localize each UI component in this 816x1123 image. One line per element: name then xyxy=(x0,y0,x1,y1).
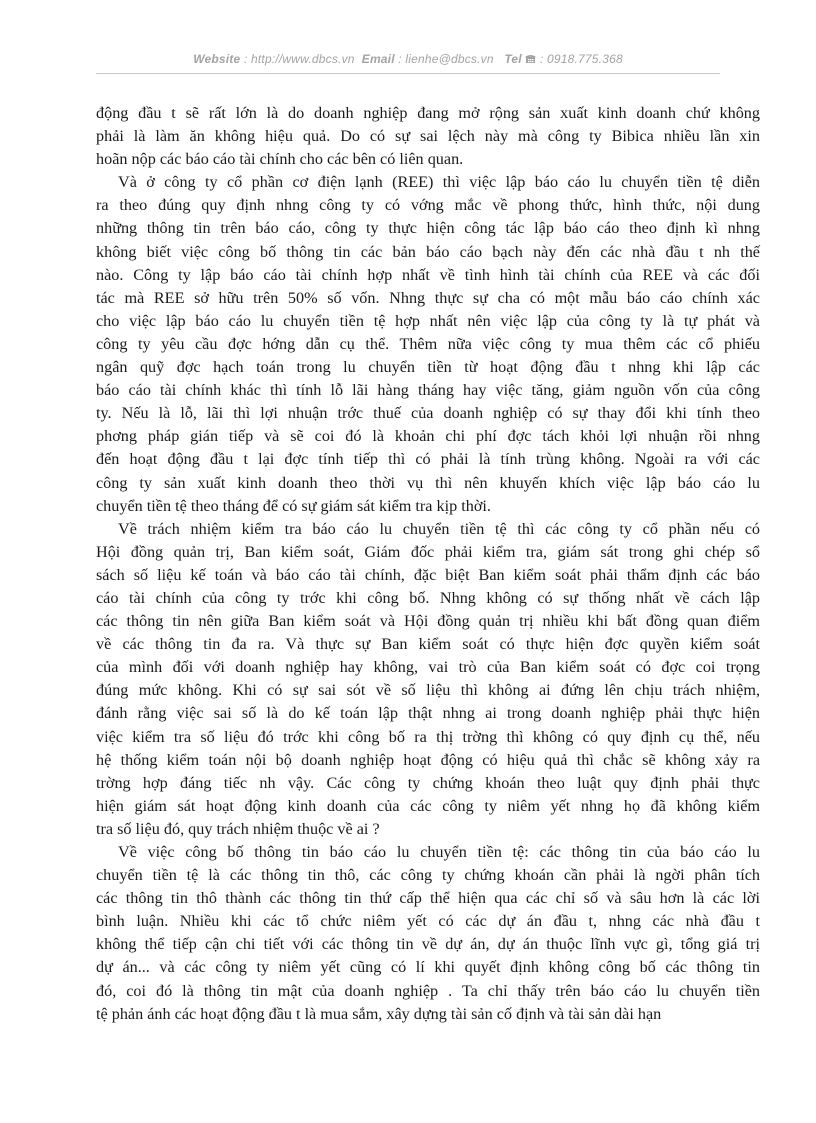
text-line: phải là làm ăn không hiệu quả. Do có sự sai lệch này mà công ty Bibica nhiều lần xin xyxy=(96,127,760,146)
paragraph xyxy=(96,841,760,1026)
text-line: Và ở công ty cổ phần cơ điện lạnh (REE) thì việc lập báo cáo lu chuyển tiền tệ diễn xyxy=(118,173,760,192)
text-line: hệ thống kiểm toán nội bộ doanh nghiệp hoạt động có hiệu quả thì chắc sẽ không xảy ra xyxy=(96,750,760,769)
text-line: công ty yêu cầu đợc hớng dẫn cụ thể. Thêm nữa việc công ty mua thêm các cổ phiếu xyxy=(96,334,760,353)
text-line: dự án... và các công ty niêm yết cũng có lí khi quyết định không công bố các thông tin xyxy=(96,958,760,977)
text-line: đúng mức không. Khi có sự sai sót về số liệu thì không ai đứng lên chịu trách nhiệm, xyxy=(96,681,760,700)
text-line: của mình đối với doanh nghiệp hay không, vai trò của Ban kiểm soát có đợc coi trọng xyxy=(96,658,760,677)
text-line: bình luận. Nhiều khi các tổ chức niêm yết có các dự án đầu t, nhng các nhà đầu t xyxy=(96,912,760,931)
phone-icon xyxy=(525,53,536,67)
text-line: động đầu t sẽ rất lớn là do doanh nghiệp đang mở rộng sản xuất kinh doanh chứ không xyxy=(96,104,760,122)
website-value[interactable]: : http://www.dbcs.vn xyxy=(243,52,355,66)
text-line: không biết việc công bố thông tin các bản báo cáo bạch này đến các nhà đầu t nh thế xyxy=(96,242,760,261)
text-line: phơng pháp gián tiếp và sẽ coi đó là khoản chi phí đợc tách khỏi lợi nhuận rồi nhng xyxy=(96,427,760,446)
text-line: nào. Công ty lập báo cáo tài chính hợp nhất về tình hình tài chính của REE và các đối xyxy=(96,265,760,284)
text-line: tác mà REE sở hữu trên 50% số vốn. Nhng thực sự cha có một mẫu báo cáo chính xác xyxy=(96,288,760,307)
email-value[interactable]: : lienhe@dbcs.vn xyxy=(398,52,494,66)
text-line: đánh rằng việc sai số là do kế toán lập thật nhng ai trong doanh nghiệp phải thực hiện xyxy=(96,704,760,723)
text-line: các thông tin thô thành các thông tin thứ cấp thể hiện qua các chỉ số và sâu hơn là các lời xyxy=(96,889,760,908)
text-line: những thông tin trên báo cáo, công ty thực hiện công tác lập báo cáo theo định kì nhng xyxy=(96,219,760,238)
text-line: Hội đồng quản trị, Ban kiểm soát, Giám đốc phải kiểm tra, giám sát trong ghi chép sổ xyxy=(96,542,760,561)
text-line: không thể tiếp cận chi tiết với các thông tin về dự án, dự án thuộc lĩnh vực gì, tổng giá trị xyxy=(96,935,760,954)
text-line: đến hoạt động đầu t lại đợc tính tiếp thì có phải là tính trùng không. Ngoài ra với các xyxy=(96,450,760,469)
text-line: tệ phản ánh các hoạt động đầu t là mua sắm, xây dựng tài sản cố định và tài sản dài hạn xyxy=(96,1004,662,1023)
text-line: về các thông tin đa ra. Và thực sự Ban kiểm soát có thực hiện đợc quyền kiểm soát xyxy=(96,635,760,654)
text-line: chuyển tiền tệ theo tháng để có sự giám sát kiểm tra kịp thời. xyxy=(96,496,491,515)
page-header xyxy=(0,52,816,67)
paragraph xyxy=(96,518,760,841)
header-divider xyxy=(96,73,720,74)
text-line: ra theo đúng quy định nhng công ty có vớng mắc về phong thức, hình thức, nội dung xyxy=(96,196,760,215)
paragraph xyxy=(96,102,760,171)
email-label: Email xyxy=(361,52,395,66)
text-line: Về trách nhiệm kiểm tra báo cáo lu chuyển tiền tệ thì các công ty cổ phần nếu có xyxy=(118,519,760,538)
text-line: cáo tài chính của công ty trớc khi công bố. Nhng không có sự thống nhất về cách lập xyxy=(96,588,760,607)
tel-label: Tel xyxy=(504,52,522,66)
text-line: Về việc công bố thông tin báo cáo lu chuyển tiền tệ: các thông tin của báo cáo lu xyxy=(118,843,760,861)
document-body xyxy=(96,102,760,1026)
text-line: trờng hợp đáng tiếc nh vậy. Các công ty chứng khoán theo luật quy định phải thực xyxy=(96,773,760,792)
text-line: hoãn nộp các báo cáo tài chính cho các bên có liên quan. xyxy=(96,150,464,169)
paragraph xyxy=(96,171,760,517)
text-line: hiện giám sát hoạt động kinh doanh của các công ty niêm yết nhng họ đã không kiểm xyxy=(96,796,760,815)
text-line: báo cáo tài chính khác thì tính lỗ lãi hàng tháng hay việc tăng, giảm nguồn vốn của công xyxy=(96,381,760,400)
text-line: tra số liệu đó, quy trách nhiệm thuộc về ai ? xyxy=(96,819,380,838)
text-line: ngân quỹ đợc hạch toán trong lu chuyển tiền từ hoạt động đầu t nhng khi lập các xyxy=(96,358,760,377)
text-line: việc kiểm tra số liệu đó trớc khi công bố ra thị trờng thì không có quy định cụ thể, nếu xyxy=(96,727,760,746)
text-line: các thông tin nên giữa Ban kiểm soát và Hội đồng quản trị nhiều khi bất đồng quan điểm xyxy=(96,612,760,631)
text-line: cho việc lập báo cáo lu chuyển tiền tệ hợp nhất nên việc lập của công ty là tự phát và xyxy=(96,311,760,330)
text-line: công ty sản xuất kinh doanh theo thời vụ thì nên khuyến khích việc lập báo cáo lu xyxy=(96,473,760,492)
text-line: sách số liệu kế toán và báo cáo tài chính, đặc biệt Ban kiểm soát phải thẩm định các báo xyxy=(96,565,760,584)
text-line: đó, coi đó là thông tin mật của doanh nghiệp . Ta chỉ thấy trên báo cáo lu chuyển tiền xyxy=(96,981,760,1000)
tel-value: : 0918.775.368 xyxy=(539,52,623,66)
website-label: Website xyxy=(193,52,241,66)
text-line: chuyển tiền tệ là các thông tin thô, các công ty chứng khoán cần phải là ngời phân tích xyxy=(96,866,760,885)
text-line: ty. Nếu là lỗ, lãi thì lợi nhuận trớc thuế của doanh nghiệp có sự thay đổi khi tính theo xyxy=(96,404,760,423)
